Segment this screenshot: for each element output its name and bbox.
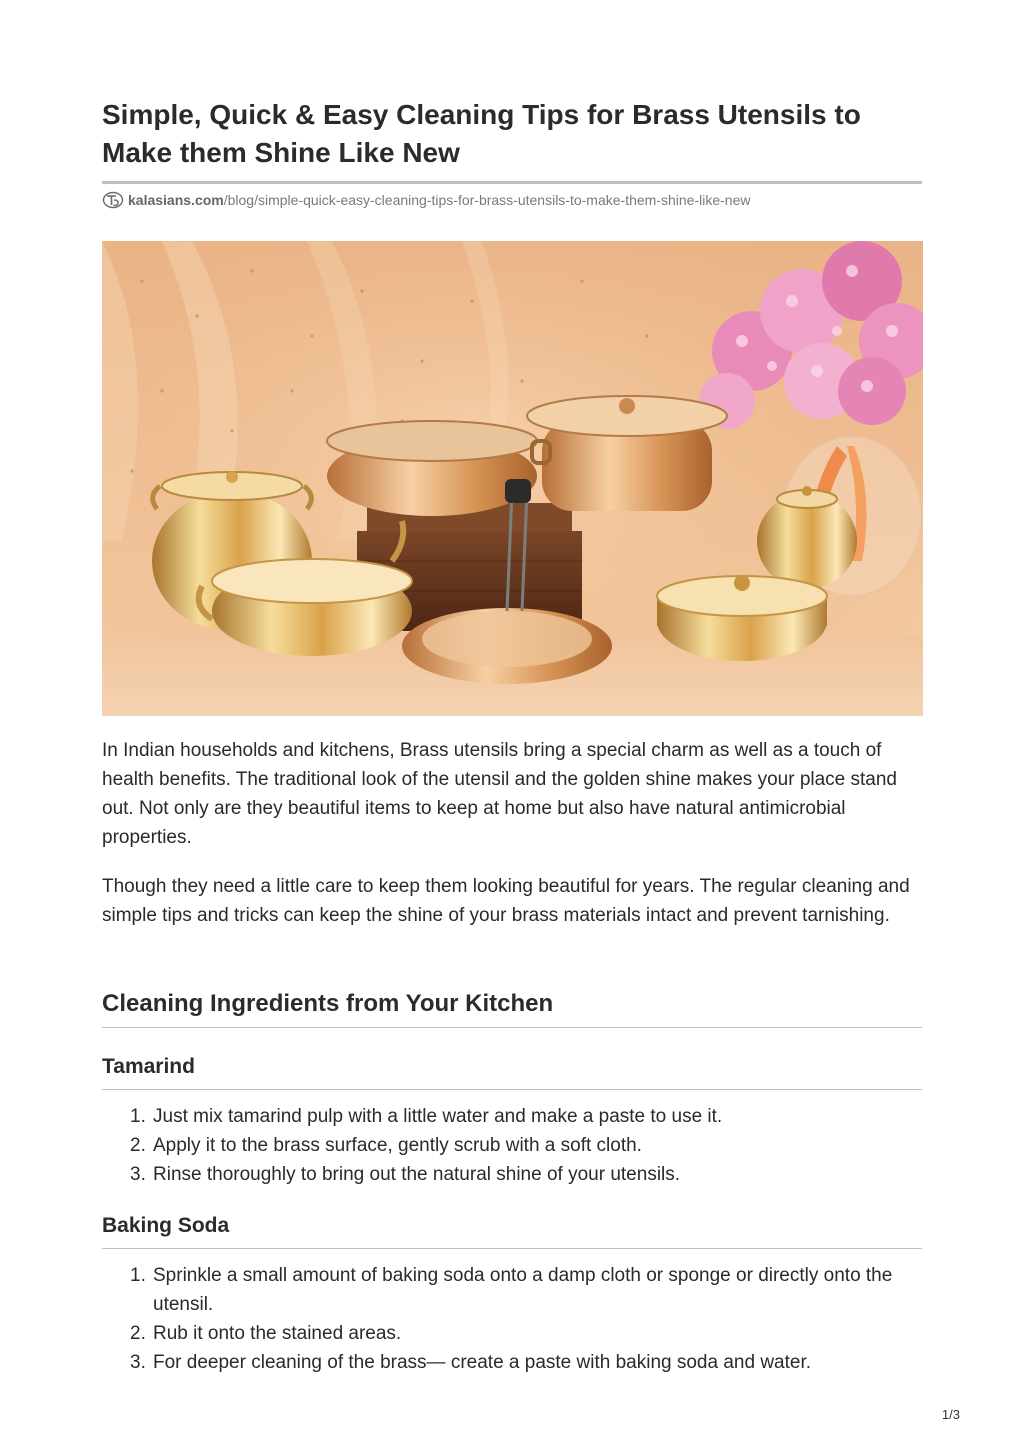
tamarind-heading: Tamarind (102, 1055, 195, 1078)
hero-image (102, 241, 923, 716)
list-item: 3. For deeper cleaning of the brass— create a paste with baking soda and water. (130, 1352, 812, 1373)
source-url[interactable] (102, 190, 750, 210)
list-item: 1. Just mix tamarind pulp with a little water and make a paste to use it. (130, 1106, 723, 1127)
intro-paragraph-2: Though they need a little care to keep them looking beautiful for years. The regular cleaning and simple tips and tricks can keep the shine of your brass materials intact and prevent tarnishing. (102, 876, 910, 926)
page-title: Simple, Quick & Easy Cleaning Tips for Brass Utensils to Make them Shine Like New (102, 99, 861, 168)
list-item: 1. Sprinkle a small amount of baking soda onto a damp cloth or sponge or directly onto the utensil. (130, 1265, 893, 1315)
section-heading: Cleaning Ingredients from Your Kitchen (102, 990, 554, 1017)
kalasians-logo-icon (102, 191, 124, 209)
baking-soda-steps (130, 1261, 910, 1377)
section-divider (102, 1027, 922, 1028)
url-path[interactable]: /blog/simple-quick-easy-cleaning-tips-for-brass-utensils-to-make-them-shine-like-new (223, 192, 751, 208)
list-item: 2. Apply it to the brass surface, gently scrub with a soft cloth. (130, 1135, 642, 1156)
baking-soda-divider (102, 1248, 922, 1249)
list-item: 3. Rinse thoroughly to bring out the natural shine of your utensils. (130, 1164, 681, 1185)
intro-paragraph-1: In Indian households and kitchens, Brass utensils bring a special charm as well as a touch of health benefits. The traditional look of the utensil and the golden shine makes your place stand out. Not only are they beautiful items to keep at home but also have natural antimicrobial properties. (102, 740, 898, 848)
tamarind-steps (130, 1102, 910, 1189)
baking-soda-heading: Baking Soda (102, 1214, 230, 1237)
list-item: 2. Rub it onto the stained areas. (130, 1323, 402, 1344)
url-domain[interactable]: kalasians.com (128, 192, 224, 208)
page-number: 1/3 (941, 1407, 960, 1422)
title-divider (102, 181, 922, 184)
tamarind-divider (102, 1089, 922, 1090)
